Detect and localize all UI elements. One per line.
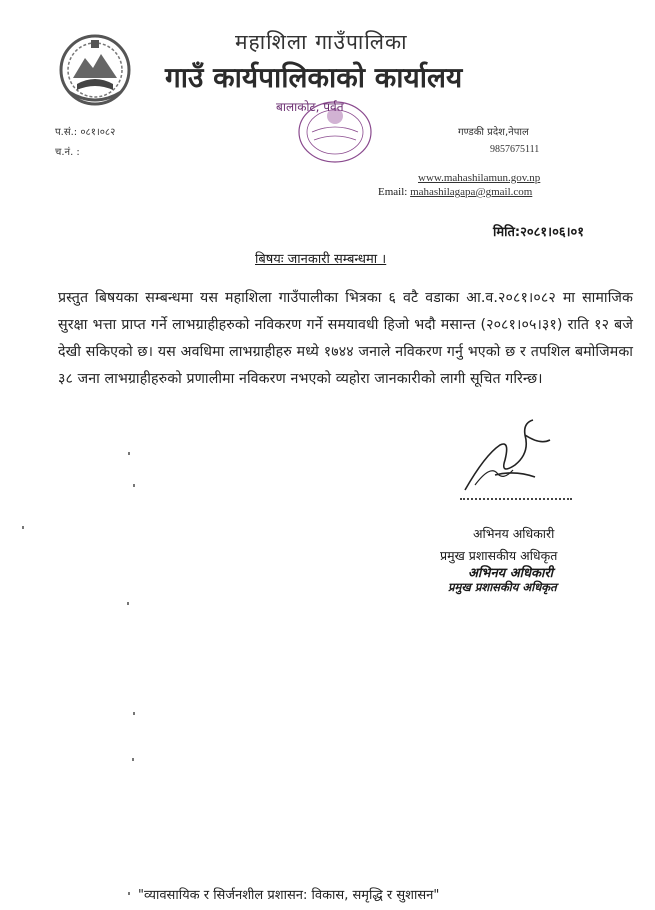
dispatch-number: च.नं. : — [55, 147, 80, 158]
nepal-emblem-logo — [55, 30, 135, 110]
website-link[interactable]: www.mahashilamun.gov.np — [418, 172, 541, 184]
signatory-designation: प्रमुख प्रशासकीय अधिकृत — [440, 548, 558, 563]
email-label: Email: — [378, 186, 408, 198]
handwritten-signature — [455, 415, 565, 504]
signatory-stamp-name: अभिनय अधिकारी — [468, 566, 554, 581]
email-line — [378, 186, 532, 198]
office-name: महाशिला गाउँपालिका — [235, 30, 408, 54]
phone-number: 9857675111 — [490, 144, 540, 155]
signature-line — [460, 498, 572, 500]
stamp-text: बालाकोट, पर्वत — [276, 100, 344, 114]
reference-number: प.सं.: ०८१।०८२ — [55, 127, 116, 138]
letter-subject: बिषयः जानकारी सम्बन्धमा । — [255, 252, 387, 267]
signatory-name: अभिनय अधिकारी — [473, 526, 555, 541]
email-link[interactable]: mahashilagapa@gmail.com — [410, 186, 533, 198]
letter-body: प्रस्तुत बिषयका सम्बन्धमा यस महाशिला गाउँपालीका भित्रका ६ वटै वडाका आ.व.२०८१।०८२ मा सामाजिक सुरक्षा भत्ता प्राप्त गर्ने लाभग्राहीहरुको नविकरण गर्ने समयावधी हिजो भदौ मसान्त (२०८१।०५।३१) राति १२ बजे देखी सकिएको छ। यस अवधिमा लाभग्राहीहरु मध्ये १७४४ जनाले नविकरण गर्नु भएको छ र तपशिल बमोजिमका ३८ जना लाभग्राहीहरुको प्रणालीमा नविकरण नभएको व्यहोरा जानकारीको लागी सूचित गरिन्छ। — [58, 290, 633, 387]
office-title: गाउँ कार्यपालिकाको कार्यालय — [165, 61, 463, 94]
province-address: गण्डकी प्रदेश,नेपाल — [458, 127, 529, 138]
website — [418, 172, 540, 184]
office-motto: "व्यावसायिक र सिर्जनशील प्रशासन: विकास, समृद्धि र सुशासन" — [138, 888, 440, 903]
signatory-stamp-designation: प्रमुख प्रशासकीय अधिकृत — [448, 580, 557, 594]
letter-date: मिति:२०८१।०६।०१ — [493, 225, 585, 240]
